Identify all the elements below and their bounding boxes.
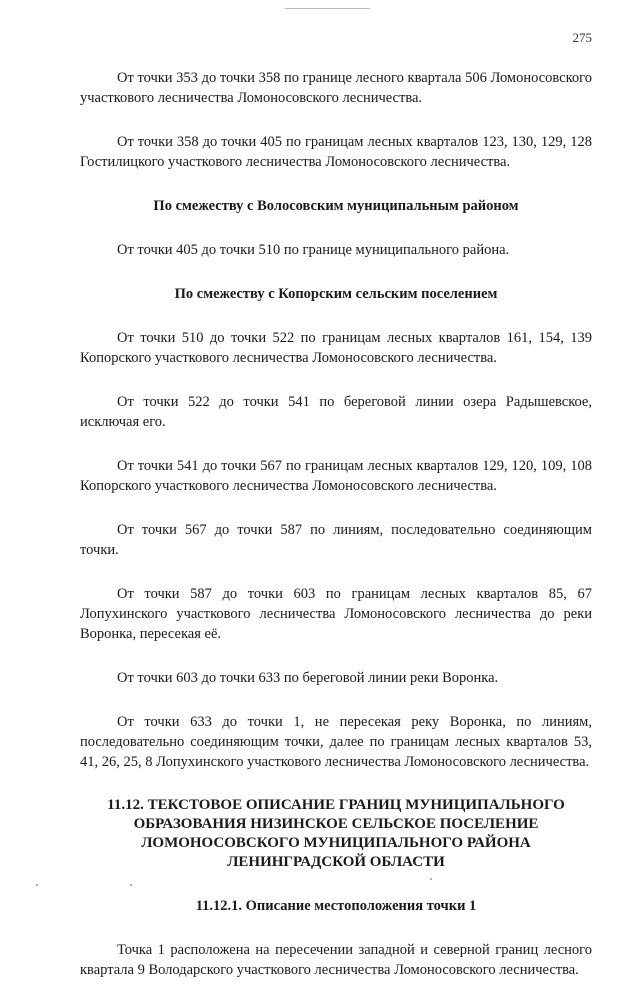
subheading-koporye: По смежеству с Копорским сельским поселением [174, 286, 498, 302]
paragraph: От точки 587 до точки 603 по границам лесных кварталов 85, 67 Лопухинского участкового лесничества Ломоносовского лесничества до реки Воронка, пересекая её. [80, 586, 592, 642]
paragraph: От точки 603 до точки 633 по береговой линии реки Воронка. [117, 670, 499, 686]
scan-speck [430, 878, 432, 880]
paragraph: От точки 353 до точки 358 по границе лесного квартала 506 Ломоносовского участкового лесничества Ломоносовского лесничества. [80, 70, 592, 106]
paragraph: От точки 522 до точки 541 по береговой линии озера Радышевское, исключая его. [80, 394, 592, 430]
paragraph: От точки 633 до точки 1, не пересекая реку Воронка, по линиям, последовательно соединяющим точки, далее по границам лесных кварталов 53, 41, 26, 25, 8 Лопухинского участкового лесничества Ломоносовского лесничества. [80, 714, 592, 770]
page-number: 275 [572, 30, 592, 45]
paragraph: От точки 405 до точки 510 по границе муниципального района. [117, 242, 510, 258]
paragraph: От точки 510 до точки 522 по границам лесных кварталов 161, 154, 139 Копорского участкового лесничества Ломоносовского лесничества. [80, 330, 592, 366]
section-heading: 11.12. ТЕКСТОВОЕ ОПИСАНИЕ ГРАНИЦ МУНИЦИПАЛЬНОГО ОБРАЗОВАНИЯ НИЗИНСКОЕ СЕЛЬСКОЕ ПОСЕЛЕНИЕ ЛОМОНОСОВСКОГО МУНИЦИПАЛЬНОГО РАЙОНА ЛЕНИНГРАДСКОЙ ОБЛАСТИ [107, 797, 565, 870]
subheading-volosovo: По смежеству с Волосовским муниципальным районом [153, 198, 519, 214]
scan-speck [36, 884, 38, 886]
subsection-heading: 11.12.1. Описание местоположения точки 1 [195, 898, 477, 914]
page-content [80, 68, 592, 1004]
paragraph: От точки 567 до точки 587 по линиям, последовательно соединяющим точки. [80, 522, 592, 558]
paragraph: От точки 358 до точки 405 по границам лесных кварталов 123, 130, 129, 128 Гостилицкого участкового лесничества Ломоносовского лесничества. [80, 134, 592, 170]
scan-artifact-line [285, 8, 370, 9]
scan-speck [130, 884, 132, 886]
paragraph: Точка 1 расположена на пересечении западной и северной границ лесного квартала 9 Володарского участкового лесничества Ломоносовского лесничества. [80, 942, 592, 978]
paragraph: От точки 541 до точки 567 по границам лесных кварталов 129, 120, 109, 108 Копорского участкового лесничества Ломоносовского лесничества. [80, 458, 592, 494]
